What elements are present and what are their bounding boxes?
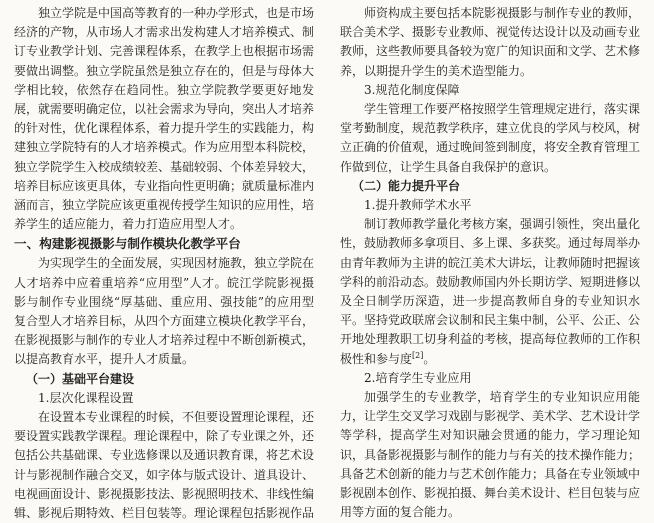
item-1-title: 1.层次化课程设置 <box>38 390 134 405</box>
item-1b-end: 。 <box>423 351 436 366</box>
item-1-paragraph: 在设置本专业课程的时候，不但要设置理论课程，还要设置实践教学课程。理论课程中，除了专业课之外，还包括公共基础课、专业选修课以及通识教育课，将艺术设计与影视制作融合交叉，如字体与版式设计、道具设计、电视画面设计、影视摄影技法、影视照明技术、非线性编辑、影视后期特效、栏目包装等。理论课程包括影视作品 <box>14 410 315 521</box>
intro-paragraph: 独立学院是中国高等教育的一种办学形式，也是市场经济的产物，从市场人才需求出发构建人才培养模式、制订专业教学计划、完善课程体系，在教学上也根据市场需要做出调整。独立学院虽然是独立存在的，但是与母体大学相比较，依然存在趋同性。独立学院教学要更好地发展，就需要明确定位，以社会需求为导向，突出人才培养的针对性，优化课程体系，着力提升学生的实践能力，构建独立学院特有的人才培养模式。作为应用型本科院校，独立学院学生入校成绩较差、基础较弱、个体差异较大，培养目标应该更具体，专业指向性更明确；就质量标准内涵而言，独立学院应该更重视传授学生知识的应用性，培养学生的适应能力，着力打造应用型人才。 <box>14 6 315 232</box>
continued-paragraph: 师资构成主要包括本院影视摄影与制作专业的教师，联合美术学、摄影专业教师、视觉传达设计以及动画专业教师，这些教师要具备较为宽广的知识面和文学、艺术修养，以期提升学生的美术造型能力。 <box>340 6 641 78</box>
citation-marker: [2] <box>412 350 424 360</box>
section-heading: 一、构建影视摄影与制作模块化教学平台 <box>14 236 241 252</box>
item-1b-paragraph: 制订教师教学量化考核方案，强调引领性，突出量化性，鼓励教师多拿项目、多上课、多获奖。通过每周举办由青年教师为主讲的皖江美术大讲坛，让教师随时把握该学科的前沿动态。鼓励教师国内外长期访学、短期进修以及全日制学历深造，进一步提高教师自身的专业知识水平。坚持党政联席会议制和民主集中制，公平、公正、公开地处理教职工切身利益的考核，提高每位教师的工作积极性和参与度 <box>340 217 641 366</box>
subheading-ability-platform: （二）能力提升平台 <box>352 178 461 193</box>
item-3-paragraph: 学生管理工作要严格按照学生管理规定进行，落实课堂考勤制度，规范教学秩序，建立优良的学风与校风，树立正确的价值观，通过晚间签到制度，将安全教育管理工作做到位，让学生具备自我保护的意识。 <box>340 102 641 174</box>
item-1b-paragraph-block <box>340 215 640 369</box>
item-2b-paragraph: 加强学生的专业教学，培育学生的专业知识应用能力，让学生交叉学习戏剧与影视学、美术学、艺术设计学等学科，提高学生对知识融会贯通的能力，学习理论知识，具备影视摄影与制作的能力与有关的技术操作能力；具备艺术创新的能力与艺术创作能力；具备在专业领域中影视剧本创作、影视拍摄、舞台美术设计、栏目包装与应用等方面的复合能力。 <box>340 390 641 520</box>
item-2b-title: 2.培育学生专业应用 <box>364 370 472 385</box>
left-column <box>14 4 314 523</box>
section-paragraph: 为实现学生的全面发展，实现因材施教，独立学院在人才培养中应着重培养“应用型”人才。皖江学院影视摄影与制作专业围绕“厚基础、重应用、强技能”的应用型复合型人才培养目标，从四个方面建立模块化教学平台，在影视摄影与制作的专业人才培养过程中不断创新模式，以提高教育水平，提升人才质量。 <box>14 256 315 367</box>
item-3-title: 3.规范化制度保障 <box>364 82 460 97</box>
subheading-basic-platform: （一）基础平台建设 <box>26 371 135 386</box>
item-1b-title: 1.提升教师学术水平 <box>364 198 472 213</box>
right-column <box>340 4 640 522</box>
